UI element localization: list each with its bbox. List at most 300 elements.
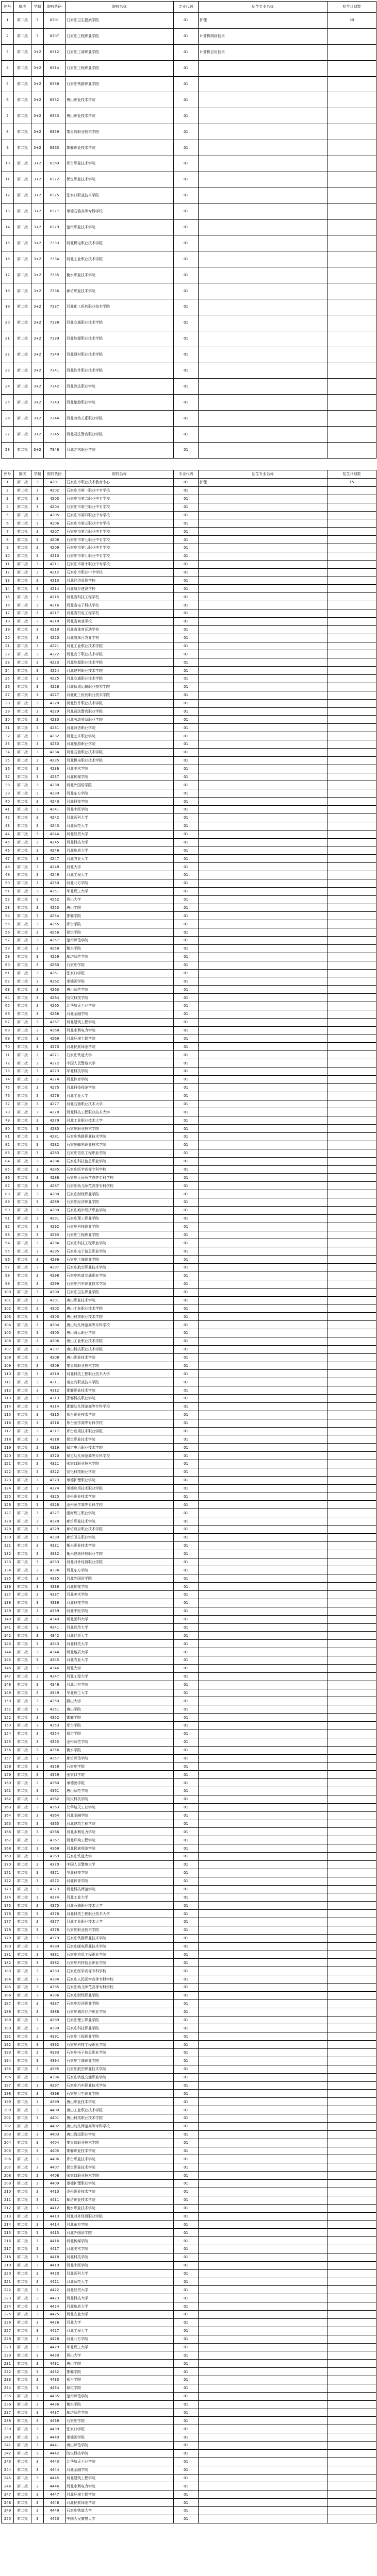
school-name-cell: 河北女子职业技术学院 (65, 650, 174, 658)
major-code-cell: 01 (174, 2376, 199, 2384)
school-code-cell: 4393 (44, 2049, 65, 2057)
plan-count-cell (327, 1722, 376, 1730)
batch-cell: 第二批 (14, 1689, 31, 1697)
batch-cell: 第二批 (14, 1051, 31, 1059)
duration-cell: 3+2 (31, 92, 44, 108)
duration-cell: 3 (31, 1100, 44, 1108)
plan-count-cell (327, 1656, 376, 1665)
major-code-cell: 01 (174, 519, 199, 528)
major-name-cell (199, 748, 327, 756)
school-name-cell: 河北工业职业技术大学 (65, 1918, 174, 1926)
plan-count-cell (327, 2286, 376, 2294)
batch-cell: 第二批 (14, 2442, 31, 2450)
school-code-cell: 4270 (44, 1043, 65, 1051)
school-name-cell: 石家庄人民医学高等专科学校 (65, 1975, 174, 1984)
batch-cell: 第二批 (14, 568, 31, 577)
major-code-cell: 01 (174, 601, 199, 609)
major-name-cell (199, 1730, 327, 1738)
table-row (2, 1877, 376, 1885)
table-row (2, 1337, 376, 1345)
serial-cell: 37 (2, 773, 14, 781)
serial-cell: 231 (2, 2360, 14, 2368)
table-row (2, 2098, 376, 2106)
school-name-cell: 石家庄汽车职业技术学院 (65, 1280, 174, 1288)
table-row (2, 2008, 376, 2016)
duration-cell: 3 (31, 2188, 44, 2196)
duration-cell: 3 (31, 1517, 44, 1526)
table-row (2, 895, 376, 904)
batch-cell: 第二批 (14, 1304, 31, 1313)
major-name-cell (199, 855, 327, 863)
school-code-cell: 4435 (44, 2392, 65, 2400)
school-code-cell: 4437 (44, 2409, 65, 2417)
major-code-cell: 01 (174, 969, 199, 977)
batch-cell: 第二批 (14, 879, 31, 887)
table-row (2, 1975, 376, 1984)
duration-cell: 3 (31, 1223, 44, 1231)
batch-cell: 第二批 (14, 411, 31, 427)
major-code-cell: 01 (174, 1951, 199, 1959)
duration-cell: 3 (31, 2229, 44, 2237)
plan-count-cell (327, 2130, 376, 2139)
major-name-cell (199, 2474, 327, 2482)
batch-cell: 第二批 (14, 1247, 31, 1256)
serial-cell: 236 (2, 2400, 14, 2409)
duration-cell: 3 (31, 1484, 44, 1493)
table-row (2, 953, 376, 961)
major-code-cell: 01 (174, 1141, 199, 1149)
major-code-cell: 01 (174, 740, 199, 749)
plan-count-cell (327, 411, 376, 427)
batch-cell: 第二批 (14, 658, 31, 667)
major-name-cell (199, 2384, 327, 2392)
school-code-cell: 4230 (44, 716, 65, 724)
serial-cell: 13 (2, 577, 14, 585)
school-code-cell: 4410 (44, 2188, 65, 2196)
school-name-cell: 石家庄铁路职业学院 (65, 76, 174, 92)
school-name-cell: 石家庄财经职业学院 (65, 1991, 174, 1999)
major-code-cell: 01 (174, 13, 199, 29)
serial-cell: 250 (2, 2515, 14, 2523)
table-row (2, 634, 376, 642)
serial-cell: 130 (2, 1533, 14, 1541)
column-header-plan-count: 招生计划数 (327, 470, 376, 479)
major-code-cell: 01 (174, 219, 199, 235)
school-name-cell: 河北体育学院 (65, 1075, 174, 1083)
school-code-cell: 4214 (44, 585, 65, 593)
school-name-cell: 河北艺术职业学院 (65, 443, 174, 459)
plan-count-cell (327, 1206, 376, 1214)
column-header-major-code: 专业代码 (174, 470, 199, 479)
major-name-cell (199, 789, 327, 798)
major-code-cell: 01 (174, 2490, 199, 2499)
duration-cell: 3 (31, 2318, 44, 2327)
school-code-cell: 4224 (44, 667, 65, 675)
school-code-cell: 7342 (44, 379, 65, 395)
school-code-cell: 4349 (44, 1689, 65, 1697)
major-name-cell (199, 732, 327, 740)
batch-cell: 第二批 (14, 2155, 31, 2163)
school-code-cell: 4337 (44, 1591, 65, 1599)
major-name-cell (199, 2130, 327, 2139)
batch-cell: 第二批 (14, 1959, 31, 1967)
plan-count-cell (327, 1125, 376, 1133)
major-name-cell (199, 363, 327, 379)
major-name-cell (199, 568, 327, 577)
serial-cell: 95 (2, 1247, 14, 1256)
school-name-cell: 石家庄科技信息职业学院 (65, 1157, 174, 1165)
duration-cell: 3 (31, 1926, 44, 1934)
major-code-cell: 01 (174, 1902, 199, 1910)
serial-cell: 106 (2, 1337, 14, 1345)
school-name-cell: 燕山大学 (65, 895, 174, 904)
serial-cell: 89 (2, 1198, 14, 1207)
duration-cell: 3 (31, 2032, 44, 2041)
batch-cell: 第二批 (14, 1632, 31, 1640)
serial-cell: 150 (2, 1697, 14, 1705)
major-code-cell: 01 (174, 1313, 199, 1321)
major-code-cell: 01 (174, 1419, 199, 1427)
duration-cell: 3 (31, 2392, 44, 2400)
school-name-cell: 河北省电子科技学校 (65, 601, 174, 609)
major-name-cell (199, 204, 327, 219)
table-row (2, 2499, 376, 2507)
table-row (2, 2425, 376, 2433)
plan-count-cell (327, 944, 376, 953)
duration-cell: 3 (31, 1092, 44, 1100)
table-row (2, 2384, 376, 2392)
major-code-cell: 01 (174, 1991, 199, 1999)
duration-cell: 3 (31, 1198, 44, 1207)
plan-count-cell (327, 593, 376, 601)
duration-cell: 3 (31, 560, 44, 568)
batch-cell: 第二批 (14, 2204, 31, 2212)
batch-cell: 第二批 (14, 944, 31, 953)
school-code-cell: 4244 (44, 830, 65, 838)
major-code-cell: 01 (174, 855, 199, 863)
school-name-cell: 河北民族师范学院 (65, 1844, 174, 1853)
duration-cell: 3 (31, 1256, 44, 1264)
major-name-cell (199, 1370, 327, 1378)
major-name-cell (199, 235, 327, 251)
table-row (2, 519, 376, 528)
major-code-cell: 01 (174, 1509, 199, 1517)
school-name-cell: 河北经济管理学校 (65, 577, 174, 585)
table-row (2, 2114, 376, 2123)
duration-cell: 3 (31, 1133, 44, 1141)
batch-cell: 第二批 (14, 92, 31, 108)
duration-cell: 3 (31, 486, 44, 495)
plan-count-cell (327, 1664, 376, 1672)
school-name-cell: 唐山工业职业技术学院 (65, 1304, 174, 1313)
duration-cell: 3 (31, 577, 44, 585)
major-name-cell (199, 1681, 327, 1689)
school-code-cell: 4397 (44, 2081, 65, 2090)
table-row (2, 1591, 376, 1599)
major-code-cell: 01 (174, 1174, 199, 1182)
batch-cell: 第二批 (14, 1762, 31, 1771)
major-name-cell (199, 2269, 327, 2278)
major-code-cell: 01 (174, 503, 199, 511)
table-row (2, 1509, 376, 1517)
duration-cell: 3 (31, 1501, 44, 1509)
serial-cell: 45 (2, 838, 14, 846)
batch-cell: 第二批 (14, 140, 31, 156)
batch-cell: 第二批 (14, 1730, 31, 1738)
plan-count-cell (327, 928, 376, 937)
batch-cell: 第二批 (14, 1362, 31, 1370)
duration-cell: 3 (31, 1075, 44, 1083)
serial-cell: 135 (2, 1574, 14, 1583)
table-row (2, 650, 376, 658)
major-name-cell (199, 1035, 327, 1043)
plan-count-cell (327, 1329, 376, 1337)
batch-cell: 第二批 (14, 920, 31, 928)
major-code-cell: 01 (174, 1656, 199, 1665)
serial-cell: 56 (2, 928, 14, 937)
school-name-cell: 石家庄经济职业学院 (65, 1198, 174, 1207)
school-name-cell: 邢台职业技术学院 (65, 156, 174, 172)
major-code-cell: 01 (174, 2163, 199, 2172)
school-code-cell: 4334 (44, 1566, 65, 1574)
school-name-cell: 河北大学 (65, 863, 174, 871)
table-row (2, 1836, 376, 1844)
table-row (2, 1108, 376, 1116)
batch-cell: 第二批 (14, 519, 31, 528)
major-code-cell: 01 (174, 642, 199, 650)
major-name-cell (199, 1844, 327, 1853)
major-code-cell: 01 (174, 1853, 199, 1861)
serial-cell: 161 (2, 1787, 14, 1795)
serial-cell: 223 (2, 2294, 14, 2302)
major-name-cell (199, 2458, 327, 2466)
table-row (2, 732, 376, 740)
major-code-cell: 01 (174, 2482, 199, 2490)
serial-cell: 146 (2, 1664, 14, 1672)
batch-cell: 第二批 (14, 1526, 31, 1534)
table-row (2, 1771, 376, 1779)
school-code-cell: 4318 (44, 1435, 65, 1444)
serial-cell: 49 (2, 871, 14, 879)
duration-cell: 3 (31, 1787, 44, 1795)
column-header-serial: 序号 (2, 470, 14, 479)
duration-cell: 3 (31, 740, 44, 749)
major-code-cell: 01 (174, 1018, 199, 1026)
serial-cell: 137 (2, 1591, 14, 1599)
serial-cell: 19 (2, 625, 14, 634)
major-code-cell: 01 (174, 707, 199, 716)
batch-cell: 第二批 (14, 1836, 31, 1844)
plan-count-cell (327, 1689, 376, 1697)
major-code-cell: 01 (174, 756, 199, 765)
school-name-cell: 河北水利电力学院 (65, 1828, 174, 1836)
duration-cell: 3 (31, 724, 44, 732)
batch-cell: 第二批 (14, 1116, 31, 1125)
school-name-cell: 张家口学院 (65, 1771, 174, 1779)
school-code-cell: 4310 (44, 1370, 65, 1378)
school-code-cell: 4441 (44, 2442, 65, 2450)
table-row (2, 1304, 376, 1313)
serial-cell: 248 (2, 2499, 14, 2507)
school-name-cell: 河北农业大学 (65, 855, 174, 863)
duration-cell: 3 (31, 1558, 44, 1566)
batch-cell: 第二批 (14, 2008, 31, 2016)
major-code-cell: 01 (174, 2449, 199, 2458)
duration-cell: 3 (31, 1893, 44, 1902)
major-name-cell (199, 60, 327, 76)
major-name-cell (199, 2335, 327, 2343)
major-name-cell (199, 1934, 327, 1942)
major-name-cell (199, 1918, 327, 1926)
plan-count-cell (327, 1771, 376, 1779)
major-code-cell: 01 (174, 1468, 199, 1476)
plan-count-cell (327, 2294, 376, 2302)
school-code-cell: 4274 (44, 1075, 65, 1083)
batch-cell: 第二批 (14, 363, 31, 379)
major-name-cell (199, 2188, 327, 2196)
serial-cell: 244 (2, 2466, 14, 2474)
plan-table-top (1, 1, 376, 459)
batch-cell: 第二批 (14, 2196, 31, 2204)
major-name-cell (199, 2490, 327, 2499)
school-code-cell: 4259 (44, 953, 65, 961)
school-name-cell: 石家庄城市经济职业学院 (65, 2008, 174, 2016)
school-name-cell: 河北外国语学院 (65, 2229, 174, 2237)
school-name-cell: 唐山海运职业学院 (65, 2130, 174, 2139)
table-row (2, 1435, 376, 1444)
batch-cell: 第二批 (14, 1141, 31, 1149)
school-name-cell: 邯郸职业技术学院 (65, 140, 174, 156)
school-name-cell: 衡水职业技术学院 (65, 267, 174, 283)
school-name-cell: 承德医学院 (65, 2433, 174, 2442)
table-row (2, 1656, 376, 1665)
column-header-school-code: 院校代码 (44, 2, 65, 13)
duration-cell: 3 (31, 1313, 44, 1321)
table-row (2, 904, 376, 912)
duration-cell: 3 (31, 1959, 44, 1967)
duration-cell: 3+2 (31, 76, 44, 92)
major-name-cell (199, 691, 327, 699)
major-code-cell: 01 (174, 1165, 199, 1174)
major-name-cell (199, 1991, 327, 1999)
school-code-cell: 4409 (44, 2180, 65, 2188)
school-name-cell: 石家庄市第六职业中专学校 (65, 528, 174, 536)
school-name-cell: 唐山科技职业技术学院 (65, 1313, 174, 1321)
plan-count-cell (327, 1893, 376, 1902)
table-row (2, 1116, 376, 1125)
plan-count-cell (327, 156, 376, 172)
school-code-cell: 4350 (44, 1697, 65, 1705)
table-row (2, 1329, 376, 1337)
batch-cell: 第二批 (14, 577, 31, 585)
batch-cell: 第二批 (14, 2417, 31, 2425)
duration-cell: 3 (31, 1321, 44, 1329)
plan-count-cell (327, 1762, 376, 1771)
table-row (2, 1272, 376, 1280)
plan-count-cell (327, 1869, 376, 1877)
batch-cell: 第二批 (14, 495, 31, 503)
serial-cell: 181 (2, 1951, 14, 1959)
duration-cell: 3 (31, 2122, 44, 2130)
batch-cell: 第二批 (14, 1820, 31, 1828)
major-code-cell: 01 (174, 1059, 199, 1067)
major-code-cell: 01 (174, 1541, 199, 1550)
school-code-cell: 4212 (44, 568, 65, 577)
major-name-cell (199, 1402, 327, 1411)
school-code-cell: 4302 (44, 1304, 65, 1313)
major-code-cell: 01 (174, 1836, 199, 1844)
table-row (2, 1893, 376, 1902)
batch-cell: 第二批 (14, 1746, 31, 1754)
table-row (2, 846, 376, 855)
school-name-cell: 邢台学院 (65, 2376, 174, 2384)
duration-cell: 3+2 (31, 251, 44, 267)
serial-cell: 85 (2, 1165, 14, 1174)
major-code-cell: 01 (174, 2130, 199, 2139)
duration-cell: 3 (31, 2442, 44, 2450)
batch-cell: 第二批 (14, 838, 31, 846)
plan-count-cell (327, 2400, 376, 2409)
major-code-cell: 01 (174, 108, 199, 124)
table-row (2, 2049, 376, 2057)
major-code-cell: 01 (174, 2343, 199, 2351)
batch-cell: 第二批 (14, 2458, 31, 2466)
major-name-cell (199, 1419, 327, 1427)
major-name-cell (199, 1214, 327, 1223)
school-name-cell: 河北科技师范学院 (65, 1885, 174, 1893)
table-row (2, 1427, 376, 1435)
serial-cell: 51 (2, 887, 14, 895)
plan-count-cell (327, 1754, 376, 1762)
plan-count-cell (327, 1484, 376, 1493)
school-code-cell: 4313 (44, 1395, 65, 1403)
major-name-cell (199, 879, 327, 887)
major-name-cell (199, 601, 327, 609)
serial-cell: 178 (2, 1926, 14, 1934)
plan-count-cell (327, 2392, 376, 2400)
table-row (2, 1640, 376, 1648)
school-name-cell: 沧州师范学院 (65, 1738, 174, 1746)
serial-cell: 127 (2, 1509, 14, 1517)
batch-cell: 第二批 (14, 1378, 31, 1386)
plan-count-cell (327, 634, 376, 642)
duration-cell: 3+2 (31, 60, 44, 76)
table-row (2, 2204, 376, 2212)
major-code-cell: 01 (174, 1370, 199, 1378)
table-row (2, 2229, 376, 2237)
school-code-cell: 4311 (44, 1378, 65, 1386)
plan-count-cell (327, 1419, 376, 1427)
school-name-cell: 河北石油职业技术大学 (65, 1902, 174, 1910)
school-name-cell: 河北交通职业技术学院 (65, 315, 174, 331)
school-name-cell: 河北科技工程职业技术大学 (65, 1370, 174, 1378)
batch-cell: 第二批 (14, 1926, 31, 1934)
major-name-cell (199, 2253, 327, 2261)
batch-cell: 第二批 (14, 1157, 31, 1165)
plan-count-cell (327, 2442, 376, 2450)
major-name-cell (199, 699, 327, 707)
major-name-cell (199, 1026, 327, 1035)
duration-cell: 3 (31, 2466, 44, 2474)
duration-cell: 3 (31, 986, 44, 994)
plan-count-cell (327, 2122, 376, 2130)
major-name-cell (199, 1157, 327, 1165)
duration-cell: 3 (31, 699, 44, 707)
major-code-cell: 01 (174, 2474, 199, 2482)
duration-cell: 3 (31, 1918, 44, 1926)
table-row (2, 593, 376, 601)
table-row (2, 486, 376, 495)
